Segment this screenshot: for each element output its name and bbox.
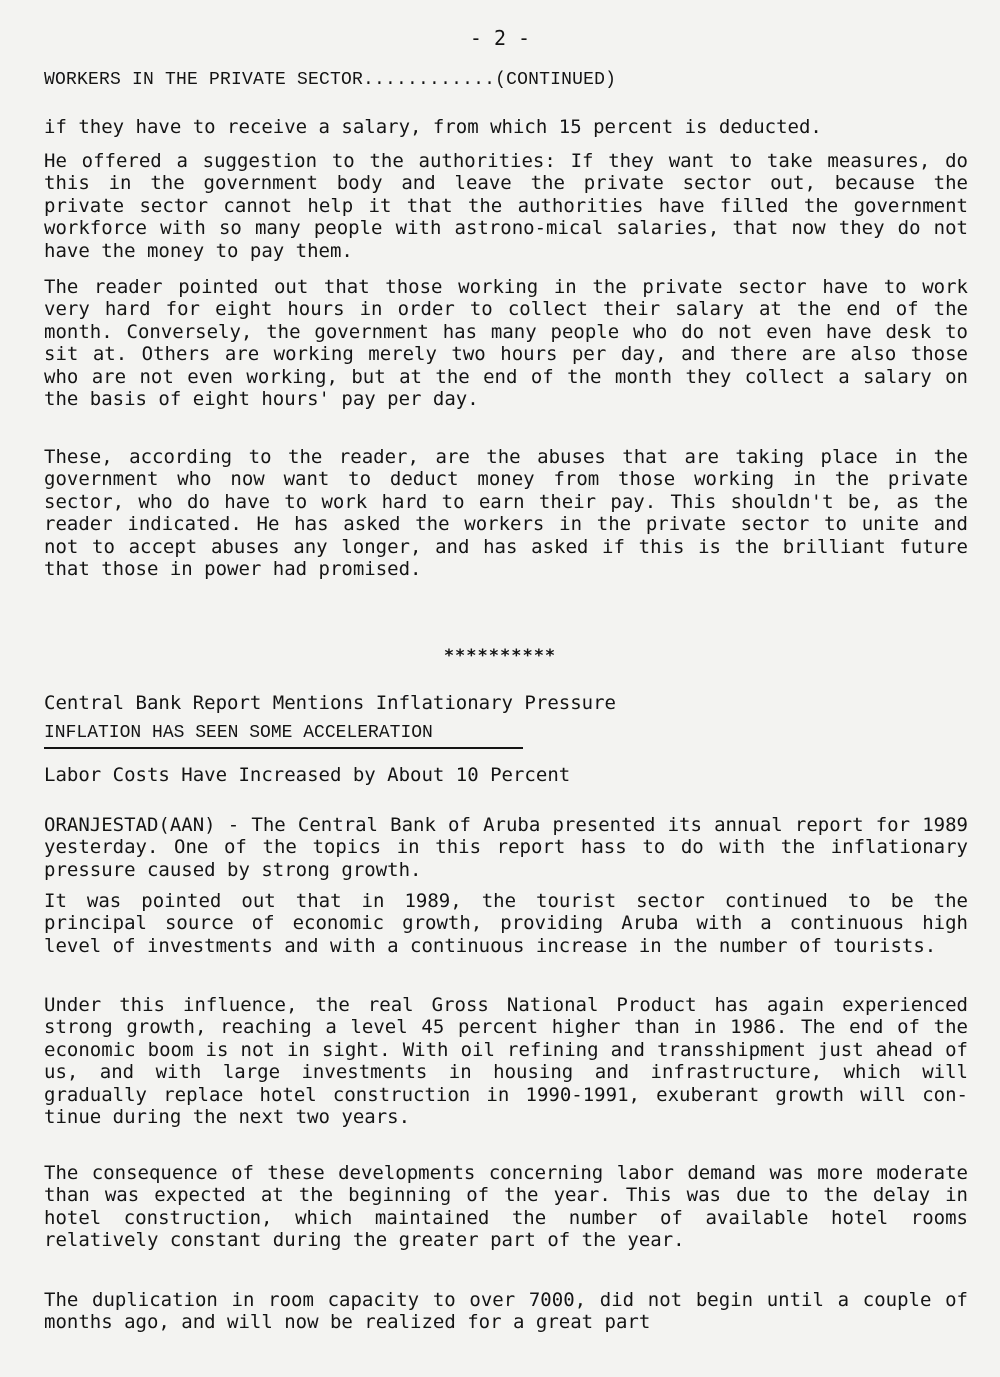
article-subheadline: Labor Costs Have Increased by About 10 Percent bbox=[44, 764, 571, 786]
section-header: WORKERS IN THE PRIVATE SECTOR............(CONTINUED) bbox=[44, 70, 617, 90]
page-number: - 2 - bbox=[469, 26, 531, 50]
article-paragraph-1: ORANJESTAD(AAN) - The Central Bank of Aruba presented its annual report for 1989 yesterday. One of the topics in this report hass to do with the inflationary pressure caused by strong growth. bbox=[44, 814, 968, 881]
article-kicker: Central Bank Report Mentions Inflationary Pressure bbox=[44, 692, 616, 714]
article-paragraph-4: The consequence of these developments concerning labor demand was more moderate than was expected at the beginning of the year. This was due to the delay in hotel construction, which maintained the number of available hotel rooms relatively constant during the greater part of the year. bbox=[44, 1162, 968, 1252]
article-paragraph-3: Under this influence, the real Gross National Product has again experienced strong growth, reaching a level 45 percent higher than in 1986. The end of the economic boom is not in sight. With oil refining and transshipment just ahead of us, and with large investments in housing and infrastructure, which will gradually replace hotel construction in 1990-1991, exuberant growth will con-tinue during the next two years. bbox=[44, 994, 968, 1129]
article-paragraph-5: The duplication in room capacity to over 7000, did not begin until a couple of months ago, and will now be realized for a great part bbox=[44, 1289, 968, 1334]
article-paragraph-2: It was pointed out that in 1989, the tourist sector continued to be the principal source of economic growth, providing Aruba with a continuous high level of investments and with a continuous increase in the number of tourists. bbox=[44, 890, 968, 957]
section-separator: ********** bbox=[443, 646, 557, 666]
paragraph-continued-1: if they have to receive a salary, from which 15 percent is deducted. bbox=[44, 116, 822, 138]
paragraph-continued-2: He offered a suggestion to the authorities: If they want to take measures, do this in the government body and leave the private sector out, because the private sector cannot help it that the authorities have filled the government workforce with so many people with astrono-mical salaries, that now they do not have the money to pay them. bbox=[44, 150, 968, 262]
paragraph-continued-3: The reader pointed out that those working in the private sector have to work very hard for eight hours in order to collect their salary at the end of the month. Conversely, the government has many people who do not even have desk to sit at. Others are working merely two hours per day, and there are also those who are not even working, but at the end of the month they collect a salary on the basis of eight hours' pay per day. bbox=[44, 276, 968, 411]
paragraph-continued-4: These, according to the reader, are the abuses that are taking place in the government who now want to deduct money from those working in the private sector, who do have to work hard to earn their pay. This shouldn't be, as the reader indicated. He has asked the workers in the private sector to unite and not to accept abuses any longer, and has asked if this is the brilliant future that those in power had promised. bbox=[44, 446, 968, 581]
article-headline: INFLATION HAS SEEN SOME ACCELERATION bbox=[44, 722, 523, 749]
